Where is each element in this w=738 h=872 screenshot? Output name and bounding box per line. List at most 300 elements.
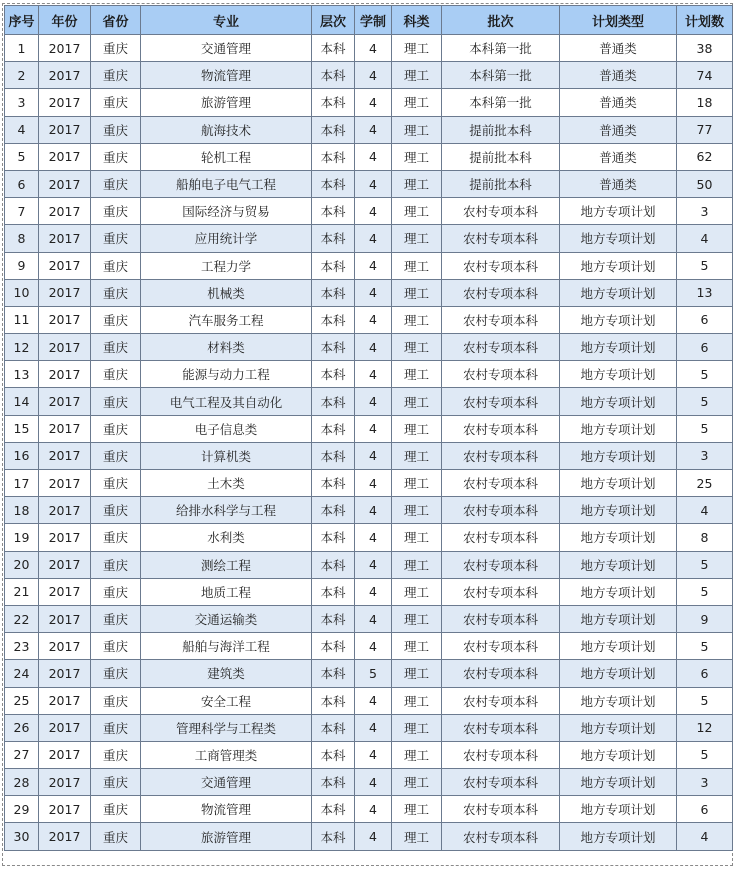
cell-col-province: 重庆 <box>91 578 141 605</box>
table-row <box>5 116 733 143</box>
cell-col-index: 9 <box>5 252 39 279</box>
cell-col-duration: 4 <box>355 823 392 850</box>
cell-col-province: 重庆 <box>91 551 141 578</box>
cell-col-index: 23 <box>5 633 39 660</box>
cell-col-year: 2017 <box>39 741 91 768</box>
header-col-level: 层次 <box>312 6 355 35</box>
cell-col-duration: 4 <box>355 89 392 116</box>
header-col-index: 序号 <box>5 6 39 35</box>
cell-col-batch: 农村专项本科 <box>442 524 560 551</box>
cell-col-batch: 农村专项本科 <box>442 687 560 714</box>
cell-col-plan-type: 普通类 <box>560 143 677 170</box>
cell-col-major: 旅游管理 <box>141 89 312 116</box>
cell-col-level: 本科 <box>312 116 355 143</box>
cell-col-category: 理工 <box>392 279 442 306</box>
cell-col-duration: 4 <box>355 605 392 632</box>
cell-col-index: 8 <box>5 225 39 252</box>
cell-col-level: 本科 <box>312 605 355 632</box>
cell-col-duration: 4 <box>355 225 392 252</box>
enrollment-plan-table <box>4 5 733 851</box>
cell-col-province: 重庆 <box>91 470 141 497</box>
cell-col-level: 本科 <box>312 769 355 796</box>
table-row <box>5 252 733 279</box>
cell-col-duration: 4 <box>355 714 392 741</box>
cell-col-major: 交通管理 <box>141 769 312 796</box>
header-col-plan-count: 计划数 <box>677 6 733 35</box>
cell-col-plan-count: 5 <box>677 687 733 714</box>
cell-col-batch: 农村专项本科 <box>442 279 560 306</box>
cell-col-level: 本科 <box>312 170 355 197</box>
cell-col-major: 船舶电子电气工程 <box>141 170 312 197</box>
cell-col-category: 理工 <box>392 796 442 823</box>
cell-col-plan-type: 地方专项计划 <box>560 306 677 333</box>
cell-col-index: 5 <box>5 143 39 170</box>
cell-col-province: 重庆 <box>91 334 141 361</box>
cell-col-level: 本科 <box>312 714 355 741</box>
cell-col-plan-type: 地方专项计划 <box>560 633 677 660</box>
cell-col-major: 汽车服务工程 <box>141 306 312 333</box>
cell-col-plan-type: 地方专项计划 <box>560 388 677 415</box>
cell-col-batch: 农村专项本科 <box>442 823 560 850</box>
cell-col-major: 航海技术 <box>141 116 312 143</box>
cell-col-level: 本科 <box>312 796 355 823</box>
cell-col-year: 2017 <box>39 361 91 388</box>
cell-col-category: 理工 <box>392 89 442 116</box>
cell-col-index: 16 <box>5 442 39 469</box>
cell-col-duration: 4 <box>355 170 392 197</box>
cell-col-index: 4 <box>5 116 39 143</box>
cell-col-category: 理工 <box>392 687 442 714</box>
cell-col-plan-type: 地方专项计划 <box>560 687 677 714</box>
cell-col-year: 2017 <box>39 442 91 469</box>
cell-col-plan-count: 3 <box>677 442 733 469</box>
table-header-row <box>5 6 733 35</box>
cell-col-major: 土木类 <box>141 470 312 497</box>
cell-col-category: 理工 <box>392 170 442 197</box>
cell-col-province: 重庆 <box>91 796 141 823</box>
cell-col-plan-count: 25 <box>677 470 733 497</box>
cell-col-plan-type: 地方专项计划 <box>560 225 677 252</box>
cell-col-major: 安全工程 <box>141 687 312 714</box>
cell-col-province: 重庆 <box>91 415 141 442</box>
cell-col-duration: 4 <box>355 116 392 143</box>
table-row <box>5 660 733 687</box>
cell-col-province: 重庆 <box>91 388 141 415</box>
cell-col-batch: 农村专项本科 <box>442 660 560 687</box>
cell-col-batch: 提前批本科 <box>442 170 560 197</box>
cell-col-year: 2017 <box>39 198 91 225</box>
cell-col-plan-type: 地方专项计划 <box>560 823 677 850</box>
cell-col-major: 交通管理 <box>141 35 312 62</box>
cell-col-year: 2017 <box>39 415 91 442</box>
cell-col-plan-count: 5 <box>677 551 733 578</box>
table-row <box>5 361 733 388</box>
table-row <box>5 143 733 170</box>
table-row <box>5 306 733 333</box>
cell-col-plan-count: 38 <box>677 35 733 62</box>
cell-col-category: 理工 <box>392 388 442 415</box>
cell-col-index: 12 <box>5 334 39 361</box>
cell-col-index: 3 <box>5 89 39 116</box>
cell-col-year: 2017 <box>39 279 91 306</box>
cell-col-level: 本科 <box>312 660 355 687</box>
cell-col-plan-count: 9 <box>677 605 733 632</box>
cell-col-category: 理工 <box>392 143 442 170</box>
cell-col-duration: 4 <box>355 687 392 714</box>
table-row <box>5 796 733 823</box>
cell-col-category: 理工 <box>392 35 442 62</box>
header-col-duration: 学制 <box>355 6 392 35</box>
cell-col-category: 理工 <box>392 578 442 605</box>
cell-col-year: 2017 <box>39 605 91 632</box>
cell-col-index: 27 <box>5 741 39 768</box>
cell-col-batch: 农村专项本科 <box>442 796 560 823</box>
cell-col-batch: 农村专项本科 <box>442 361 560 388</box>
cell-col-province: 重庆 <box>91 497 141 524</box>
cell-col-plan-type: 地方专项计划 <box>560 714 677 741</box>
cell-col-province: 重庆 <box>91 306 141 333</box>
cell-col-batch: 本科第一批 <box>442 62 560 89</box>
cell-col-batch: 农村专项本科 <box>442 769 560 796</box>
cell-col-plan-count: 4 <box>677 225 733 252</box>
cell-col-plan-type: 普通类 <box>560 170 677 197</box>
cell-col-province: 重庆 <box>91 35 141 62</box>
cell-col-category: 理工 <box>392 497 442 524</box>
cell-col-plan-type: 地方专项计划 <box>560 524 677 551</box>
cell-col-major: 能源与动力工程 <box>141 361 312 388</box>
cell-col-index: 19 <box>5 524 39 551</box>
cell-col-province: 重庆 <box>91 361 141 388</box>
table-row <box>5 687 733 714</box>
cell-col-plan-count: 12 <box>677 714 733 741</box>
table-row <box>5 497 733 524</box>
cell-col-level: 本科 <box>312 551 355 578</box>
cell-col-plan-count: 4 <box>677 823 733 850</box>
cell-col-plan-count: 5 <box>677 633 733 660</box>
cell-col-plan-type: 普通类 <box>560 35 677 62</box>
cell-col-category: 理工 <box>392 252 442 279</box>
cell-col-year: 2017 <box>39 143 91 170</box>
cell-col-major: 电子信息类 <box>141 415 312 442</box>
cell-col-province: 重庆 <box>91 687 141 714</box>
cell-col-category: 理工 <box>392 116 442 143</box>
cell-col-category: 理工 <box>392 306 442 333</box>
cell-col-major: 轮机工程 <box>141 143 312 170</box>
cell-col-major: 物流管理 <box>141 62 312 89</box>
cell-col-province: 重庆 <box>91 225 141 252</box>
cell-col-province: 重庆 <box>91 714 141 741</box>
cell-col-plan-type: 普通类 <box>560 89 677 116</box>
cell-col-province: 重庆 <box>91 524 141 551</box>
cell-col-plan-type: 地方专项计划 <box>560 605 677 632</box>
cell-col-category: 理工 <box>392 62 442 89</box>
cell-col-category: 理工 <box>392 633 442 660</box>
cell-col-province: 重庆 <box>91 633 141 660</box>
cell-col-plan-count: 3 <box>677 198 733 225</box>
cell-col-duration: 4 <box>355 388 392 415</box>
header-col-year: 年份 <box>39 6 91 35</box>
cell-col-batch: 提前批本科 <box>442 143 560 170</box>
cell-col-index: 7 <box>5 198 39 225</box>
cell-col-major: 工商管理类 <box>141 741 312 768</box>
cell-col-batch: 农村专项本科 <box>442 578 560 605</box>
cell-col-major: 地质工程 <box>141 578 312 605</box>
table-row <box>5 551 733 578</box>
cell-col-category: 理工 <box>392 714 442 741</box>
cell-col-year: 2017 <box>39 62 91 89</box>
table-row <box>5 89 733 116</box>
cell-col-category: 理工 <box>392 361 442 388</box>
cell-col-level: 本科 <box>312 524 355 551</box>
cell-col-year: 2017 <box>39 578 91 605</box>
cell-col-category: 理工 <box>392 334 442 361</box>
table-row <box>5 524 733 551</box>
cell-col-level: 本科 <box>312 578 355 605</box>
cell-col-plan-type: 地方专项计划 <box>560 334 677 361</box>
cell-col-major: 应用统计学 <box>141 225 312 252</box>
cell-col-batch: 农村专项本科 <box>442 741 560 768</box>
table-row <box>5 442 733 469</box>
cell-col-province: 重庆 <box>91 62 141 89</box>
cell-col-major: 给排水科学与工程 <box>141 497 312 524</box>
cell-col-year: 2017 <box>39 524 91 551</box>
table-row <box>5 470 733 497</box>
cell-col-level: 本科 <box>312 741 355 768</box>
table-row <box>5 578 733 605</box>
cell-col-plan-type: 地方专项计划 <box>560 470 677 497</box>
cell-col-index: 15 <box>5 415 39 442</box>
table-row <box>5 823 733 850</box>
cell-col-category: 理工 <box>392 741 442 768</box>
table-row <box>5 225 733 252</box>
cell-col-major: 船舶与海洋工程 <box>141 633 312 660</box>
cell-col-province: 重庆 <box>91 143 141 170</box>
cell-col-index: 26 <box>5 714 39 741</box>
cell-col-year: 2017 <box>39 89 91 116</box>
cell-col-plan-type: 地方专项计划 <box>560 442 677 469</box>
cell-col-index: 2 <box>5 62 39 89</box>
cell-col-plan-count: 18 <box>677 89 733 116</box>
table-row <box>5 633 733 660</box>
header-col-major: 专业 <box>141 6 312 35</box>
table-row <box>5 388 733 415</box>
cell-col-duration: 4 <box>355 62 392 89</box>
cell-col-major: 材料类 <box>141 334 312 361</box>
cell-col-plan-type: 地方专项计划 <box>560 198 677 225</box>
table-body <box>5 35 733 851</box>
cell-col-province: 重庆 <box>91 89 141 116</box>
cell-col-batch: 农村专项本科 <box>442 252 560 279</box>
cell-col-index: 25 <box>5 687 39 714</box>
cell-col-index: 30 <box>5 823 39 850</box>
cell-col-batch: 农村专项本科 <box>442 198 560 225</box>
cell-col-duration: 4 <box>355 578 392 605</box>
cell-col-year: 2017 <box>39 388 91 415</box>
cell-col-duration: 4 <box>355 35 392 62</box>
cell-col-category: 理工 <box>392 660 442 687</box>
header-col-batch: 批次 <box>442 6 560 35</box>
cell-col-category: 理工 <box>392 605 442 632</box>
cell-col-level: 本科 <box>312 497 355 524</box>
table-row <box>5 334 733 361</box>
cell-col-plan-type: 地方专项计划 <box>560 769 677 796</box>
cell-col-level: 本科 <box>312 279 355 306</box>
cell-col-level: 本科 <box>312 143 355 170</box>
cell-col-duration: 4 <box>355 334 392 361</box>
cell-col-batch: 农村专项本科 <box>442 633 560 660</box>
cell-col-province: 重庆 <box>91 198 141 225</box>
header-col-category: 科类 <box>392 6 442 35</box>
cell-col-index: 14 <box>5 388 39 415</box>
cell-col-year: 2017 <box>39 660 91 687</box>
cell-col-plan-type: 地方专项计划 <box>560 551 677 578</box>
cell-col-batch: 农村专项本科 <box>442 388 560 415</box>
cell-col-duration: 4 <box>355 361 392 388</box>
cell-col-category: 理工 <box>392 470 442 497</box>
cell-col-plan-type: 地方专项计划 <box>560 796 677 823</box>
cell-col-duration: 5 <box>355 660 392 687</box>
cell-col-major: 交通运输类 <box>141 605 312 632</box>
cell-col-year: 2017 <box>39 551 91 578</box>
cell-col-province: 重庆 <box>91 660 141 687</box>
cell-col-index: 29 <box>5 796 39 823</box>
cell-col-major: 机械类 <box>141 279 312 306</box>
cell-col-duration: 4 <box>355 198 392 225</box>
cell-col-level: 本科 <box>312 198 355 225</box>
cell-col-level: 本科 <box>312 35 355 62</box>
cell-col-duration: 4 <box>355 497 392 524</box>
cell-col-batch: 本科第一批 <box>442 35 560 62</box>
cell-col-index: 28 <box>5 769 39 796</box>
cell-col-year: 2017 <box>39 116 91 143</box>
cell-col-duration: 4 <box>355 415 392 442</box>
cell-col-plan-type: 地方专项计划 <box>560 660 677 687</box>
cell-col-duration: 4 <box>355 769 392 796</box>
cell-col-plan-count: 5 <box>677 388 733 415</box>
cell-col-batch: 农村专项本科 <box>442 225 560 252</box>
cell-col-year: 2017 <box>39 687 91 714</box>
table-row <box>5 769 733 796</box>
cell-col-duration: 4 <box>355 524 392 551</box>
cell-col-level: 本科 <box>312 252 355 279</box>
cell-col-year: 2017 <box>39 823 91 850</box>
cell-col-year: 2017 <box>39 170 91 197</box>
cell-col-plan-count: 77 <box>677 116 733 143</box>
cell-col-major: 国际经济与贸易 <box>141 198 312 225</box>
cell-col-index: 20 <box>5 551 39 578</box>
cell-col-plan-type: 普通类 <box>560 116 677 143</box>
cell-col-year: 2017 <box>39 633 91 660</box>
cell-col-major: 旅游管理 <box>141 823 312 850</box>
cell-col-plan-count: 5 <box>677 252 733 279</box>
cell-col-duration: 4 <box>355 470 392 497</box>
cell-col-province: 重庆 <box>91 279 141 306</box>
cell-col-year: 2017 <box>39 714 91 741</box>
cell-col-duration: 4 <box>355 796 392 823</box>
cell-col-plan-type: 地方专项计划 <box>560 578 677 605</box>
cell-col-major: 电气工程及其自动化 <box>141 388 312 415</box>
cell-col-year: 2017 <box>39 252 91 279</box>
cell-col-level: 本科 <box>312 442 355 469</box>
cell-col-plan-count: 6 <box>677 796 733 823</box>
cell-col-batch: 农村专项本科 <box>442 714 560 741</box>
cell-col-plan-count: 50 <box>677 170 733 197</box>
cell-col-plan-type: 地方专项计划 <box>560 252 677 279</box>
cell-col-province: 重庆 <box>91 769 141 796</box>
cell-col-batch: 本科第一批 <box>442 89 560 116</box>
cell-col-plan-count: 5 <box>677 578 733 605</box>
cell-col-index: 1 <box>5 35 39 62</box>
cell-col-category: 理工 <box>392 823 442 850</box>
cell-col-level: 本科 <box>312 89 355 116</box>
cell-col-plan-count: 74 <box>677 62 733 89</box>
cell-col-batch: 提前批本科 <box>442 116 560 143</box>
cell-col-category: 理工 <box>392 769 442 796</box>
table-row <box>5 279 733 306</box>
cell-col-category: 理工 <box>392 524 442 551</box>
cell-col-plan-type: 普通类 <box>560 62 677 89</box>
table-row <box>5 198 733 225</box>
cell-col-index: 10 <box>5 279 39 306</box>
cell-col-category: 理工 <box>392 415 442 442</box>
cell-col-index: 6 <box>5 170 39 197</box>
cell-col-major: 计算机类 <box>141 442 312 469</box>
cell-col-province: 重庆 <box>91 170 141 197</box>
cell-col-province: 重庆 <box>91 252 141 279</box>
table-row <box>5 605 733 632</box>
cell-col-level: 本科 <box>312 470 355 497</box>
table-row <box>5 62 733 89</box>
table-row <box>5 170 733 197</box>
table-row <box>5 35 733 62</box>
cell-col-level: 本科 <box>312 388 355 415</box>
cell-col-plan-count: 5 <box>677 415 733 442</box>
cell-col-index: 22 <box>5 605 39 632</box>
cell-col-duration: 4 <box>355 252 392 279</box>
cell-col-level: 本科 <box>312 361 355 388</box>
cell-col-plan-count: 6 <box>677 334 733 361</box>
header-col-plan-type: 计划类型 <box>560 6 677 35</box>
cell-col-batch: 农村专项本科 <box>442 497 560 524</box>
cell-col-batch: 农村专项本科 <box>442 306 560 333</box>
table-row <box>5 741 733 768</box>
cell-col-plan-type: 地方专项计划 <box>560 361 677 388</box>
cell-col-duration: 4 <box>355 279 392 306</box>
cell-col-index: 24 <box>5 660 39 687</box>
cell-col-plan-count: 4 <box>677 497 733 524</box>
cell-col-level: 本科 <box>312 633 355 660</box>
cell-col-duration: 4 <box>355 551 392 578</box>
cell-col-level: 本科 <box>312 225 355 252</box>
cell-col-batch: 农村专项本科 <box>442 415 560 442</box>
cell-col-plan-type: 地方专项计划 <box>560 415 677 442</box>
cell-col-level: 本科 <box>312 415 355 442</box>
cell-col-year: 2017 <box>39 334 91 361</box>
table-row <box>5 714 733 741</box>
cell-col-category: 理工 <box>392 551 442 578</box>
cell-col-plan-count: 6 <box>677 660 733 687</box>
cell-col-province: 重庆 <box>91 741 141 768</box>
cell-col-index: 21 <box>5 578 39 605</box>
cell-col-batch: 农村专项本科 <box>442 470 560 497</box>
cell-col-year: 2017 <box>39 497 91 524</box>
cell-col-major: 水利类 <box>141 524 312 551</box>
cell-col-duration: 4 <box>355 741 392 768</box>
cell-col-index: 13 <box>5 361 39 388</box>
cell-col-category: 理工 <box>392 225 442 252</box>
cell-col-plan-type: 地方专项计划 <box>560 279 677 306</box>
cell-col-major: 测绘工程 <box>141 551 312 578</box>
